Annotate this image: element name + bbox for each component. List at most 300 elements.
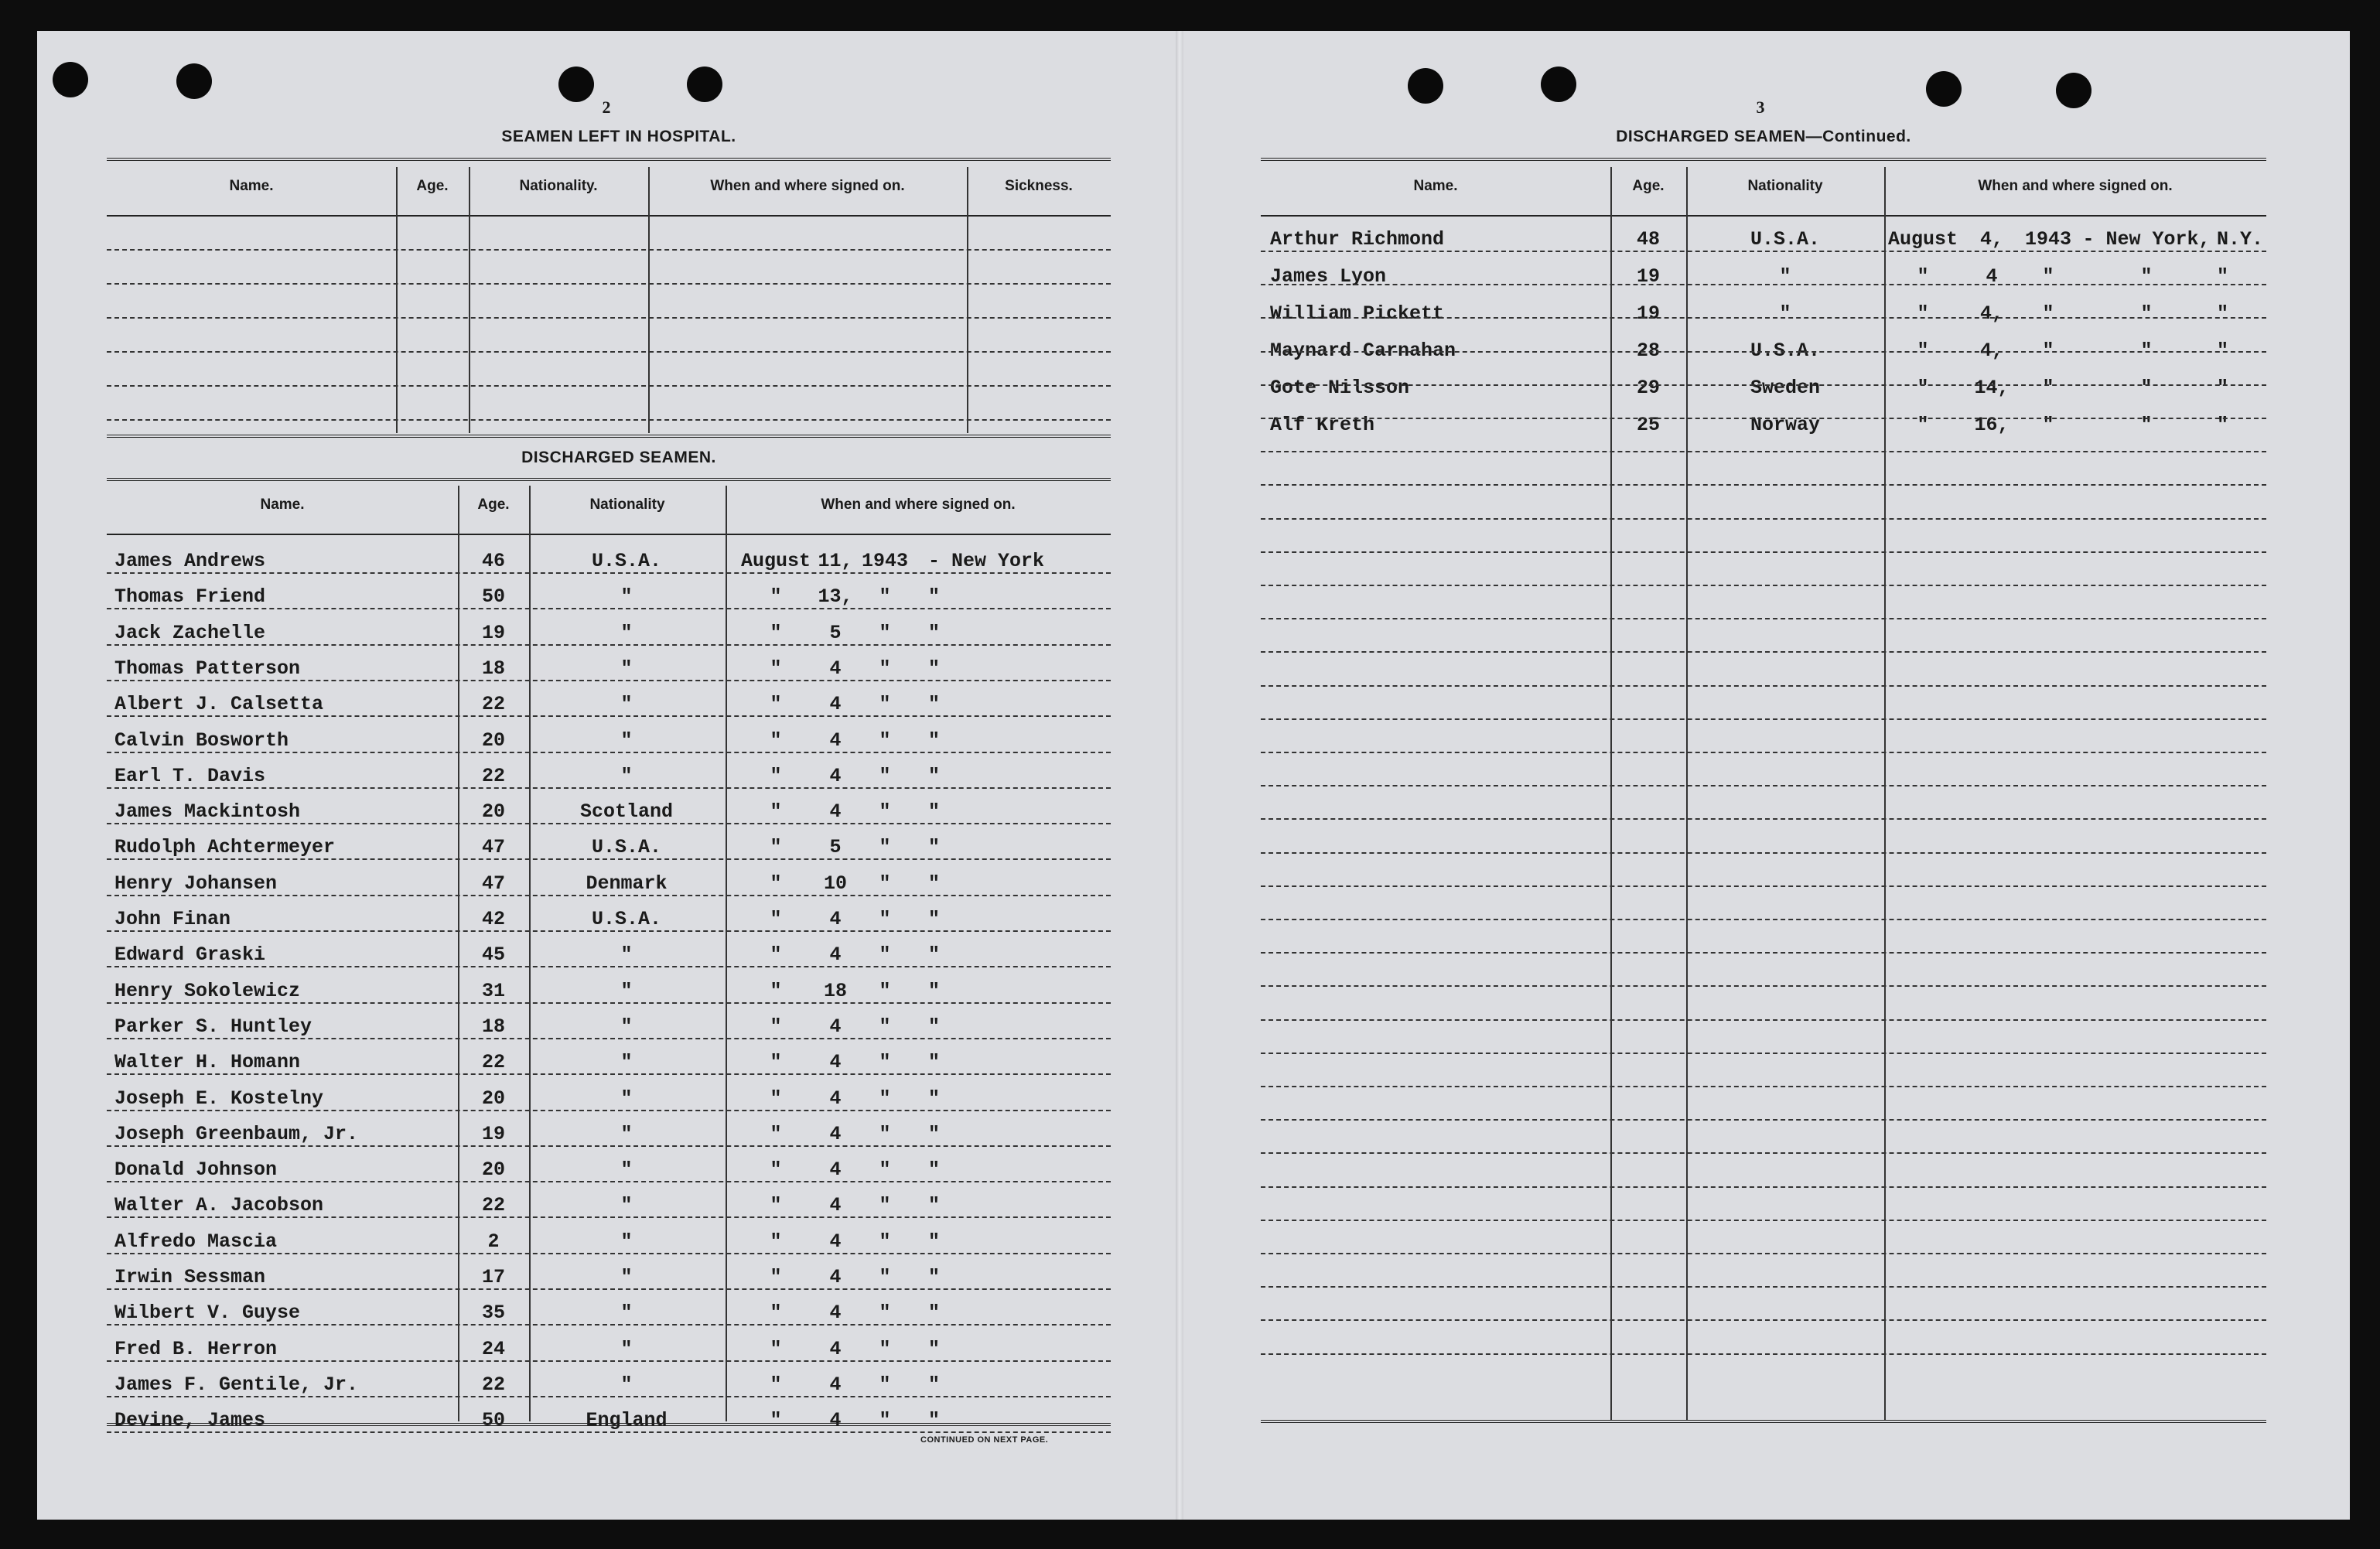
signed-month: ": [770, 1015, 782, 1038]
row-line: [107, 680, 1111, 681]
column-header: Nationality: [589, 496, 665, 513]
seaman-age: 18: [481, 657, 505, 680]
rule: [107, 1423, 1111, 1429]
signed-year: ": [879, 1051, 891, 1074]
discharged-title: DISCHARGED SEAMEN.: [521, 449, 716, 466]
column-header: Name.: [229, 178, 274, 194]
seaman-age: 18: [481, 1015, 505, 1038]
column-header: Name.: [1413, 178, 1458, 194]
row-line: [1261, 1186, 2266, 1188]
seaman-nationality: ": [620, 1337, 633, 1360]
seaman-name: Walter A. Jacobson: [114, 1194, 324, 1217]
signed-month: ": [770, 1266, 782, 1288]
row-line: [107, 1216, 1111, 1218]
blank-row-line: [107, 249, 1111, 251]
hospital-title: SEAMEN LEFT IN HOSPITAL.: [501, 128, 736, 145]
signed-place: ": [928, 908, 941, 930]
signed-day: 4,: [1979, 302, 2003, 325]
signed-place: ": [928, 728, 941, 752]
row-line: [1261, 985, 2266, 987]
column-header: Age.: [416, 178, 449, 194]
row-line: [107, 1181, 1111, 1182]
signed-day: 4,: [1979, 228, 2003, 251]
signed-day: 10: [823, 872, 847, 895]
row-line: [107, 823, 1111, 824]
seaman-name: Albert J. Calsetta: [114, 693, 324, 716]
seaman-name: Jack Zachelle: [114, 621, 266, 644]
signed-place: ": [928, 657, 941, 680]
signed-year: ": [879, 1194, 891, 1217]
signed-place: ": [928, 979, 941, 1002]
signed-place: ": [928, 1266, 941, 1288]
blank-row-line: [107, 385, 1111, 387]
seaman-nationality: ": [620, 1266, 633, 1288]
signed-year: ": [879, 1373, 891, 1396]
row-line: [1261, 651, 2266, 653]
column-header: When and where signed on.: [710, 178, 905, 194]
signed-place: ": [928, 764, 941, 787]
signed-state: ": [2217, 377, 2229, 399]
row-line: [107, 1145, 1111, 1147]
seaman-name: Fred B. Herron: [114, 1337, 278, 1360]
page-number: 3: [1756, 97, 1765, 117]
page-fold: [1176, 31, 1183, 1520]
row-line: [107, 1396, 1111, 1397]
rule: [107, 478, 1111, 484]
rule: [1261, 1420, 2266, 1426]
signed-day: 4: [829, 800, 842, 824]
signed-state: ": [2217, 339, 2229, 362]
signed-month: ": [770, 1373, 782, 1396]
seaman-age: 19: [481, 1122, 505, 1145]
seaman-age: 22: [481, 1051, 505, 1074]
signed-month: ": [770, 836, 782, 859]
seaman-age: 17: [481, 1266, 505, 1288]
signed-place: ": [928, 621, 941, 644]
signed-day: 4,: [1979, 339, 2003, 362]
signed-month: ": [770, 1302, 782, 1325]
signed-day: 4: [829, 1051, 842, 1074]
seaman-name: Gote Nilsson: [1270, 377, 1410, 399]
row-line: [1261, 1319, 2266, 1321]
signed-year: ": [879, 728, 891, 752]
signed-month: ": [1917, 339, 1929, 362]
seaman-age: 22: [481, 1373, 505, 1396]
signed-year: ": [879, 1409, 891, 1432]
signed-place: ": [2140, 302, 2153, 325]
seaman-age: 42: [481, 908, 505, 930]
seaman-nationality: ": [620, 1373, 633, 1396]
signed-month: ": [770, 764, 782, 787]
header-rule: [107, 215, 1111, 217]
seaman-nationality: ": [620, 693, 633, 716]
column-header: When and where signed on.: [821, 496, 1016, 513]
row-line: [1261, 451, 2266, 452]
seaman-age: 28: [1636, 339, 1660, 362]
column-header: Nationality.: [519, 178, 598, 194]
signed-day: 11,: [818, 550, 853, 572]
seaman-name: Henry Johansen: [114, 872, 278, 895]
signed-day: 4: [829, 908, 842, 930]
row-line: [1261, 384, 2266, 386]
seaman-nationality: ": [620, 1015, 633, 1038]
signed-state: N.Y.: [2217, 228, 2264, 251]
signed-month: ": [770, 872, 782, 895]
row-line: [107, 644, 1111, 646]
seaman-age: 25: [1636, 414, 1660, 436]
signed-day: 4: [1986, 265, 1998, 288]
punch-hole: [1541, 67, 1576, 102]
seaman-age: 22: [481, 693, 505, 716]
row-line: [1261, 885, 2266, 887]
seaman-nationality: England: [586, 1409, 668, 1432]
row-line: [1261, 551, 2266, 553]
signed-month: ": [770, 693, 782, 716]
signed-place: - New York,: [2082, 228, 2211, 251]
row-line: [1261, 952, 2266, 954]
signed-year: ": [2042, 339, 2054, 362]
seaman-name: Alf Kreth: [1270, 414, 1375, 436]
continued-note: CONTINUED ON NEXT PAGE.: [920, 1435, 1049, 1445]
column-divider: [396, 167, 398, 433]
seaman-name: William Pickett: [1270, 302, 1445, 325]
seaman-nationality: Norway: [1750, 414, 1820, 436]
signed-day: 4: [829, 1373, 842, 1396]
row-line: [1261, 1220, 2266, 1221]
signed-day: 4: [829, 1266, 842, 1288]
signed-year: ": [879, 943, 891, 967]
row-line: [1261, 518, 2266, 520]
signed-month: ": [1917, 302, 1929, 325]
signed-year: ": [879, 979, 891, 1002]
seaman-age: 24: [481, 1337, 505, 1360]
seaman-age: 47: [481, 872, 505, 895]
seaman-nationality: U.S.A.: [1750, 228, 1820, 251]
seaman-age: 45: [481, 943, 505, 967]
signed-day: 4: [829, 693, 842, 716]
signed-day: 4: [829, 764, 842, 787]
row-line: [1261, 1152, 2266, 1154]
signed-place: ": [2140, 377, 2153, 399]
seaman-nationality: ": [620, 585, 633, 609]
blank-row-line: [107, 419, 1111, 421]
seaman-name: Henry Sokolewicz: [114, 979, 301, 1002]
seaman-nationality: ": [620, 943, 633, 967]
row-line: [1261, 1253, 2266, 1254]
seaman-name: Alfredo Mascia: [114, 1230, 278, 1253]
signed-month: ": [770, 621, 782, 644]
row-line: [1261, 484, 2266, 486]
signed-month: ": [770, 657, 782, 680]
seaman-nationality: ": [620, 1122, 633, 1145]
signed-place: ": [928, 1015, 941, 1038]
punch-hole: [1408, 68, 1443, 104]
row-line: [107, 608, 1111, 609]
seaman-nationality: Denmark: [586, 872, 668, 895]
page-number: 2: [602, 97, 611, 117]
row-line: [1261, 317, 2266, 319]
signed-day: 4: [829, 1087, 842, 1110]
row-line: [107, 1324, 1111, 1326]
row-line: [1261, 785, 2266, 786]
seaman-age: 22: [481, 764, 505, 787]
row-line: [107, 966, 1111, 967]
signed-month: August: [740, 550, 811, 572]
column-header: When and where signed on.: [1978, 178, 2173, 194]
row-line: [107, 1002, 1111, 1004]
seaman-age: 48: [1636, 228, 1660, 251]
row-line: [107, 1073, 1111, 1075]
signed-month: ": [770, 1230, 782, 1253]
signed-month: ": [770, 908, 782, 930]
signed-month: ": [770, 728, 782, 752]
signed-day: 4: [829, 1015, 842, 1038]
signed-place: ": [928, 1122, 941, 1145]
row-line: [1261, 818, 2266, 820]
signed-month: ": [770, 1122, 782, 1145]
signed-state: ": [2217, 414, 2229, 436]
seaman-nationality: ": [620, 1230, 633, 1253]
signed-day: 4: [829, 1158, 842, 1182]
seaman-nationality: ": [620, 1051, 633, 1074]
column-header: Sickness.: [1005, 178, 1073, 194]
seaman-nationality: Scotland: [579, 800, 674, 824]
seaman-nationality: U.S.A.: [591, 550, 661, 572]
seaman-name: Calvin Bosworth: [114, 728, 289, 752]
signed-year: 1943: [2024, 228, 2071, 251]
signed-day: 4: [829, 1194, 842, 1217]
seaman-name: Arthur Richmond: [1270, 228, 1445, 251]
row-line: [1261, 1286, 2266, 1288]
seaman-nationality: ": [620, 979, 633, 1002]
signed-day: 4: [829, 1122, 842, 1145]
punch-hole: [53, 62, 88, 97]
signed-place: ": [928, 1373, 941, 1396]
signed-place: ": [928, 872, 941, 895]
seaman-name: James Mackintosh: [114, 800, 301, 824]
seaman-name: Donald Johnson: [114, 1158, 278, 1182]
signed-place: ": [928, 585, 941, 609]
row-line: [107, 1253, 1111, 1254]
signed-month: August: [1887, 228, 1958, 251]
signed-state: ": [2217, 302, 2229, 325]
seaman-name: Devine, James: [114, 1409, 266, 1432]
signed-year: ": [879, 657, 891, 680]
seaman-name: Earl T. Davis: [114, 764, 266, 787]
row-line: [1261, 685, 2266, 687]
seaman-name: Thomas Patterson: [114, 657, 301, 680]
signed-place: ": [2140, 414, 2153, 436]
row-line: [107, 1038, 1111, 1039]
rule: [107, 435, 1111, 441]
row-line: [1261, 1119, 2266, 1121]
punch-hole: [687, 67, 722, 102]
signed-place: ": [928, 1302, 941, 1325]
column-divider: [529, 486, 531, 1421]
row-line: [1261, 919, 2266, 920]
header-rule: [107, 534, 1111, 535]
signed-month: ": [1917, 265, 1929, 288]
seaman-name: Rudolph Achtermeyer: [114, 836, 336, 859]
signed-year: ": [879, 1087, 891, 1110]
signed-day: 13,: [818, 585, 853, 609]
signed-month: ": [770, 1051, 782, 1074]
seaman-age: 20: [481, 728, 505, 752]
row-line: [1261, 418, 2266, 419]
signed-place: ": [928, 1409, 941, 1432]
seaman-age: 20: [481, 1158, 505, 1182]
signed-month: ": [1917, 377, 1929, 399]
signed-month: ": [770, 1409, 782, 1432]
signed-day: 4: [829, 657, 842, 680]
signed-day: 4: [829, 1409, 842, 1432]
signed-month: ": [770, 1194, 782, 1217]
seaman-nationality: ": [1779, 265, 1791, 288]
row-line: [1261, 1053, 2266, 1054]
seaman-age: 2: [487, 1230, 500, 1253]
signed-day: 4: [829, 1302, 842, 1325]
seaman-name: Joseph Greenbaum, Jr.: [114, 1122, 359, 1145]
signed-place: ": [928, 836, 941, 859]
row-line: [107, 715, 1111, 717]
seaman-name: Maynard Carnahan: [1270, 339, 1456, 362]
blank-row-line: [107, 283, 1111, 285]
seaman-age: 47: [481, 836, 505, 859]
signed-year: ": [879, 1122, 891, 1145]
header-rule: [1261, 215, 2266, 217]
signed-place: ": [928, 1337, 941, 1360]
seaman-nationality: ": [620, 657, 633, 680]
signed-month: ": [770, 800, 782, 824]
seaman-age: 20: [481, 800, 505, 824]
signed-month: ": [770, 585, 782, 609]
signed-year: ": [879, 836, 891, 859]
seaman-name: Parker S. Huntley: [114, 1015, 312, 1038]
row-line: [107, 1288, 1111, 1290]
rule: [1261, 158, 2266, 164]
signed-month: ": [770, 979, 782, 1002]
seaman-age: 50: [481, 585, 505, 609]
signed-year: ": [2042, 414, 2054, 436]
column-divider: [1686, 167, 1688, 1420]
signed-month: ": [770, 1337, 782, 1360]
seaman-age: 19: [1636, 265, 1660, 288]
column-header: Age.: [1632, 178, 1665, 194]
seaman-nationality: U.S.A.: [591, 836, 661, 859]
signed-place: ": [928, 1051, 941, 1074]
row-line: [107, 572, 1111, 574]
column-divider: [967, 167, 968, 433]
seaman-age: 20: [481, 1087, 505, 1110]
seaman-nationality: ": [620, 1087, 633, 1110]
signed-year: ": [879, 693, 891, 716]
signed-place: ": [928, 1194, 941, 1217]
signed-day: 4: [829, 728, 842, 752]
signed-day: 4: [829, 1337, 842, 1360]
signed-year: ": [2042, 265, 2054, 288]
seaman-name: John Finan: [114, 908, 231, 930]
signed-month: ": [770, 943, 782, 967]
row-line: [1261, 852, 2266, 854]
row-line: [107, 1431, 1111, 1433]
signed-year: ": [879, 621, 891, 644]
seaman-nationality: U.S.A.: [591, 908, 661, 930]
signed-year: ": [2042, 377, 2054, 399]
seaman-name: James Lyon: [1270, 265, 1387, 288]
signed-day: 5: [829, 621, 842, 644]
seaman-nationality: ": [1779, 302, 1791, 325]
column-divider: [469, 167, 470, 433]
column-header: Name.: [260, 496, 305, 513]
seaman-name: Thomas Friend: [114, 585, 266, 609]
signed-year: ": [879, 908, 891, 930]
rule: [107, 158, 1111, 164]
signed-year: ": [879, 1158, 891, 1182]
seaman-name: James Andrews: [114, 550, 266, 572]
signed-year: ": [879, 1337, 891, 1360]
row-line: [1261, 1086, 2266, 1087]
column-divider: [726, 486, 727, 1421]
signed-place: ": [928, 1158, 941, 1182]
signed-day: 5: [829, 836, 842, 859]
row-line: [1261, 284, 2266, 285]
document-sheet: [37, 31, 2350, 1520]
signed-day: 16,: [1974, 414, 2010, 436]
row-line: [1261, 1019, 2266, 1021]
signed-day: 4: [829, 1230, 842, 1253]
seaman-age: 46: [481, 550, 505, 572]
signed-day: 18: [823, 979, 847, 1002]
seaman-name: Wilbert V. Guyse: [114, 1302, 301, 1325]
column-header: Nationality: [1747, 178, 1823, 194]
row-line: [1261, 251, 2266, 252]
seaman-name: James F. Gentile, Jr.: [114, 1373, 359, 1396]
seaman-age: 29: [1636, 377, 1660, 399]
seaman-nationality: Sweden: [1750, 377, 1820, 399]
row-line: [107, 1360, 1111, 1362]
signed-state: ": [2217, 265, 2229, 288]
column-header: Age.: [477, 496, 510, 513]
row-line: [107, 895, 1111, 896]
seaman-age: 35: [481, 1302, 505, 1325]
blank-row-line: [107, 351, 1111, 353]
signed-month: ": [770, 1158, 782, 1182]
column-divider: [648, 167, 650, 433]
row-line: [107, 858, 1111, 860]
signed-place: ": [928, 1087, 941, 1110]
signed-place: ": [2140, 339, 2153, 362]
seaman-age: 19: [481, 621, 505, 644]
seaman-name: Edward Graski: [114, 943, 266, 967]
seaman-age: 31: [481, 979, 505, 1002]
seaman-age: 22: [481, 1194, 505, 1217]
seaman-age: 19: [1636, 302, 1660, 325]
seaman-nationality: U.S.A.: [1750, 339, 1820, 362]
signed-year: ": [879, 1266, 891, 1288]
signed-place: ": [928, 943, 941, 967]
signed-day: 14,: [1974, 377, 2010, 399]
punch-hole: [2056, 73, 2091, 108]
signed-year: ": [879, 872, 891, 895]
signed-month: ": [770, 1087, 782, 1110]
row-line: [1261, 351, 2266, 353]
row-line: [1261, 752, 2266, 753]
signed-year: ": [879, 1302, 891, 1325]
blank-row-line: [107, 317, 1111, 319]
seaman-nationality: ": [620, 764, 633, 787]
signed-place: - New York: [928, 550, 1045, 572]
signed-year: ": [879, 1015, 891, 1038]
